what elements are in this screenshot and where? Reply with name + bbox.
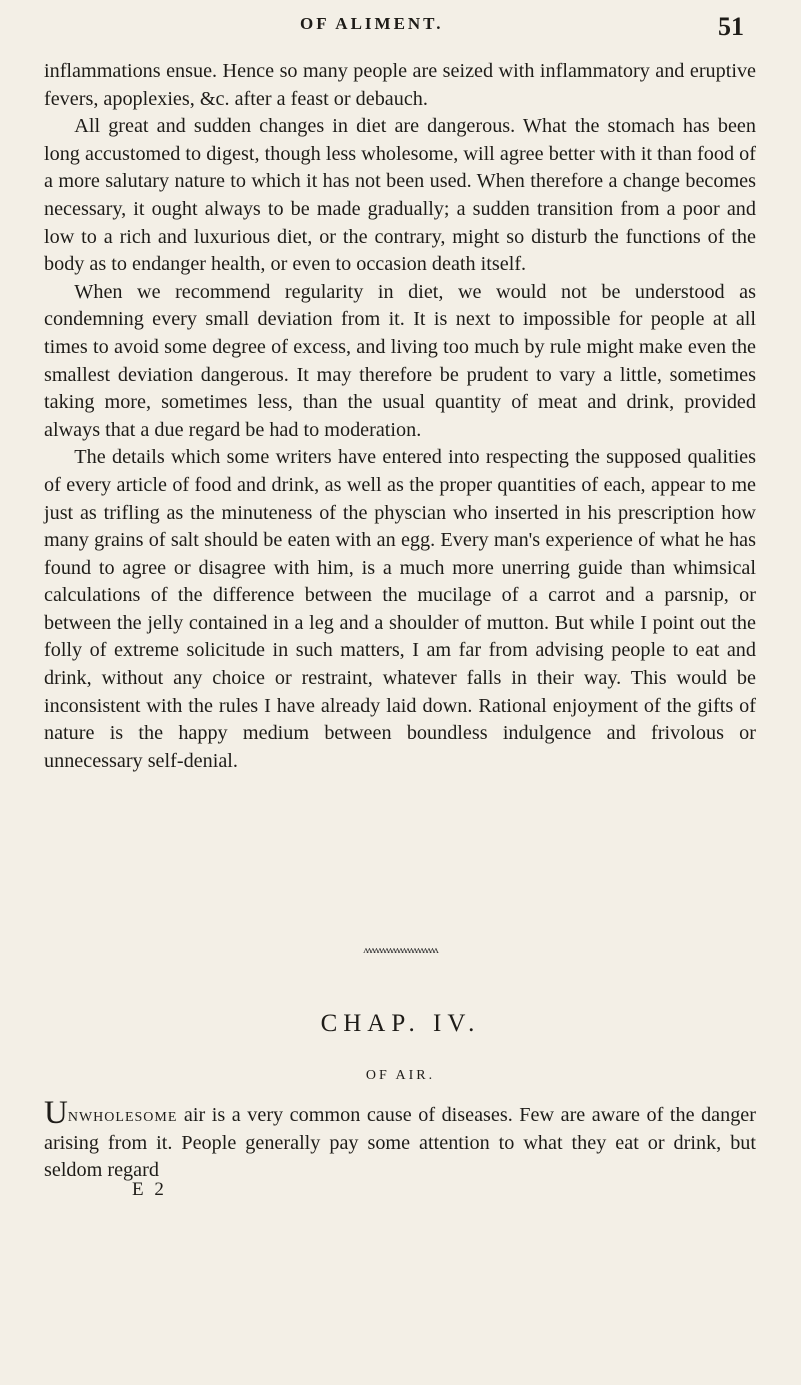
page-number: 51 (718, 12, 744, 41)
ornamental-rule: ʌʌʌʌʌʌʌʌʌʌʌʌʌʌʌʌʌʌʌʌʌ (363, 944, 437, 956)
body-text (44, 58, 756, 775)
drop-capital: U (44, 1095, 68, 1131)
paragraph-details: The details which some writers have entered into respecting the supposed qualities of every article of food and drink, as well as the proper quantities of each, appear to me just as trifling as the minuteness of the physcian who inserted in his prescription how many grains of salt should be eaten with an egg. Every man's experience of what he has found to agree or disagree with him, is a much more unerring guide than whimsical calculations of the difference between the mucilage of a carrot and a parsnip, or between the jelly contained in a leg and a shoulder of mutton. But while I point out the folly of extreme solicitude in such matters, I am far from advising people to eat and drink, without any choice or restraint, whatever falls in their way. This would be inconsistent with the rules I have already laid down. Rational enjoyment of the gifts of nature is the happy medium between boundless indulgence and frivolous or unnecessary self-denial. (44, 446, 756, 772)
paragraph-diet-changes: All great and sudden changes in diet are dangerous. What the stomach has been long accustomed to digest, though less wholesome, will agree better with it than food of a more salutary nature to which it has not been used. When therefore a change becomes necessary, it ought always to be made gradually; a sudden transition from a poor and low to a rich and luxurious diet, or the contrary, might so disturb the functions of the body as to endanger health, or even to occasion death itself. (44, 115, 756, 276)
small-caps-word: nwholesome (67, 1104, 178, 1126)
chapter-opening-paragraph (44, 1095, 756, 1185)
chapter-text: air is a very common cause of diseases. Few are aware of the danger arising from it. People generally pay some attention to what they eat or drink, but seldom regard (44, 1104, 756, 1182)
signature-mark: E 2 (132, 1179, 167, 1200)
running-head: OF ALIMENT. (300, 14, 444, 33)
chapter-title: CHAP. IV. (320, 1010, 481, 1037)
paragraph-continuation: inflammations ensue. Hence so many people are seized with inflammatory and eruptive fevers, apoplexies, &c. after a feast or debauch. (44, 60, 756, 110)
paragraph-regularity: When we recommend regularity in diet, we would not be understood as condemning every small deviation from it. It is next to impossible for people at all times to avoid some degree of excess, and living too much by rule might make even the smallest deviation dangerous. It may therefore be prudent to vary a little, sometimes taking more, sometimes less, than the usual quantity of meat and drink, provided always that a due regard be had to moderation. (44, 280, 756, 441)
chapter-subtitle: OF AIR. (365, 1068, 436, 1083)
